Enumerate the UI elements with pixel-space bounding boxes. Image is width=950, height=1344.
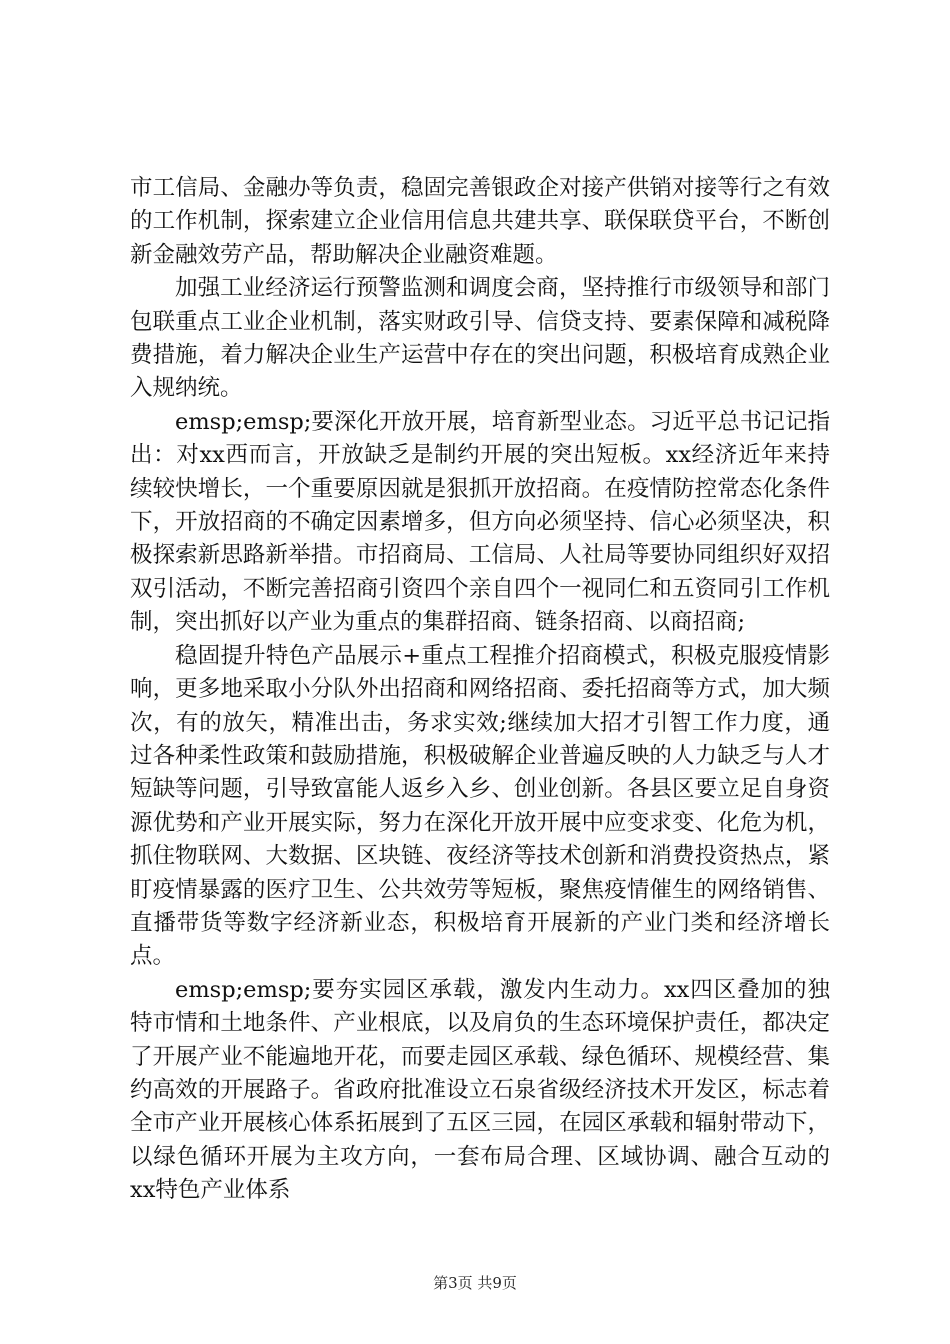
document-body — [130, 172, 830, 1208]
paragraph-1: 市工信局、金融办等负责，稳固完善银政企对接产供销对接等行之有效的工作机制，探索建立企业信用信息共建共享、联保联贷平台，不断创新金融效劳产品，帮助解决企业融资难题。 — [130, 175, 830, 268]
page-footer — [0, 1273, 950, 1293]
paragraph-2: 加强工业经济运行预警监测和调度会商，坚持推行市级领导和部门包联重点工业企业机制，落实财政引导、信贷支持、要素保障和减税降费措施，着力解决企业生产运营中存在的突出问题，积极培育成熟企业入规纳统。 — [130, 275, 830, 402]
page-number-label: 第3页 共9页 — [433, 1274, 517, 1292]
paragraph-5: emsp;emsp;要夯实园区承载，激发内生动力。xx四区叠加的独特市情和土地条件、产业根底，以及肩负的生态环境保护责任，都决定了开展产业不能遍地开花，而要走园区承载、绿色循环、规模经营、集约高效的开展路子。省政府批准设立石泉省级经济技术开发区，标志着全市产业开展核心体系拓展到了五区三园，在园区承载和辐射带动下，以绿色循环开展为主攻方向，一套布局合理、区域协调、融合互动的xx特色产业体系 — [130, 976, 830, 1204]
paragraph-3: emsp;emsp;要深化开放开展，培育新型业态。习近平总书记记指出：对xx西而言，开放缺乏是制约开展的突出短板。xx经济近年来持续较快增长，一个重要原因就是狠抓开放招商。在疫情防控常态化条件下，开放招商的不确定因素增多，但方向必须坚持、信心必须坚决，积极探索新思路新举措。市招商局、工信局、人社局等要协同组织好双招双引活动，不断完善招商引资四个亲自四个一视同仁和五资同引工作机制，突出抓好以产业为重点的集群招商、链条招商、以商招商; — [130, 408, 830, 636]
paragraph-4: 稳固提升特色产品展示+重点工程推介招商模式，积极克服疫情影响，更多地采取小分队外出招商和网络招商、委托招商等方式，加大频次，有的放矢，精准出击，务求实效;继续加大招才引智工作力度，通过各种柔性政策和鼓励措施，积极破解企业普遍反映的人力缺乏与人才短缺等问题，引导致富能人返乡入乡、创业创新。各县区要立足自身资源优势和产业开展实际，努力在深化开放开展中应变求变、化危为机，抓住物联网、大数据、区块链、夜经济等技术创新和消费投资热点，紧盯疫情暴露的医疗卫生、公共效劳等短板，聚焦疫情催生的网络销售、直播带货等数字经济新业态，积极培育开展新的产业门类和经济增长点。 — [130, 642, 830, 970]
